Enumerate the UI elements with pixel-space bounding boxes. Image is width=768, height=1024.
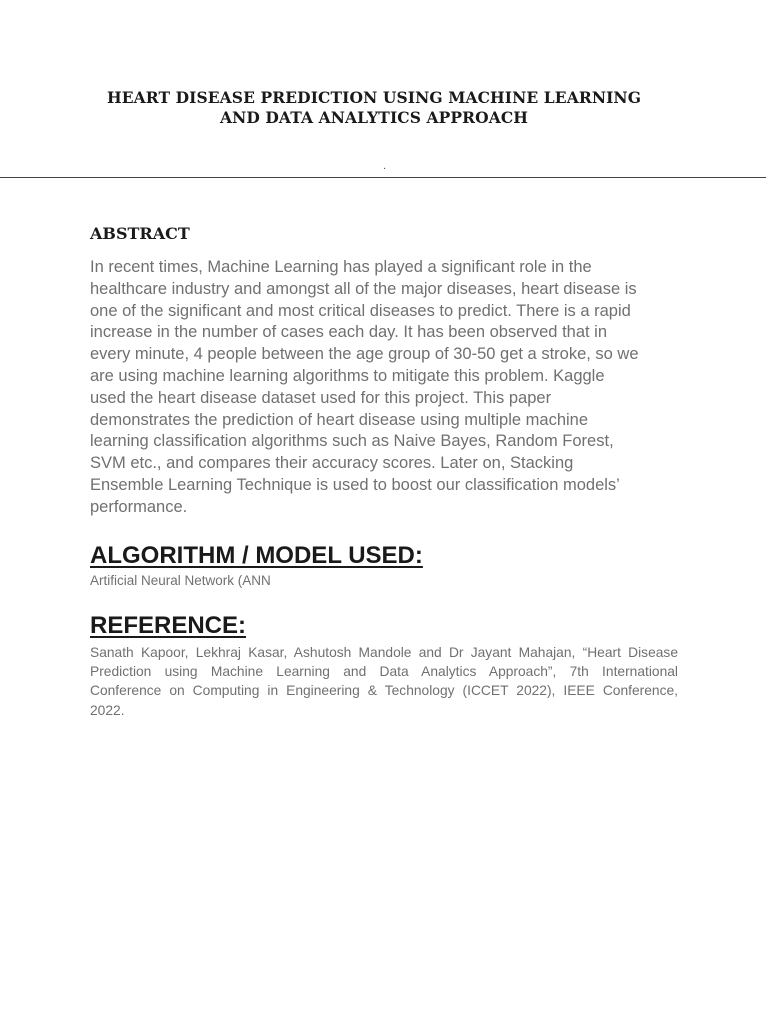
horizontal-divider [0, 177, 766, 178]
reference-line: 2022. [90, 702, 125, 718]
reference-paragraph [90, 643, 678, 720]
document-title-line-2: AND DATA ANALYTICS APPROACH [219, 108, 529, 127]
reference-line: Sanath Kapoor, Lekhraj Kasar, Ashutosh Mandole and Dr Jayant Mahajan, “Heart Disease [90, 645, 678, 660]
separator-mark: . [383, 160, 387, 172]
algorithm-text: Artificial Neural Network (ANN [90, 573, 271, 588]
reference-line: Conference on Computing in Engineering & Technology (ICCET 2022), IEEE Conference, [90, 683, 678, 699]
abstract-line: SVM etc., and compares their accuracy scores. Later on, Stacking [90, 454, 574, 473]
algorithm-heading: ALGORITHM / MODEL USED: [90, 542, 423, 569]
abstract-line: one of the significant and most critical diseases to predict. There is a rapid [90, 301, 631, 320]
abstract-line: are using machine learning algorithms to mitigate this problem. Kaggle [90, 366, 605, 385]
abstract-line: every minute, 4 people between the age group of 30-50 get a stroke, so we [90, 345, 639, 364]
abstract-line: performance. [90, 497, 188, 516]
document-title [70, 88, 678, 128]
reference-heading: REFERENCE: [90, 612, 247, 639]
document-title-line-1: HEART DISEASE PREDICTION USING MACHINE LEARNING [106, 88, 642, 107]
abstract-line: increase in the number of cases each day. It has been observed that in [90, 323, 608, 342]
abstract-paragraph [90, 257, 690, 519]
abstract-line: Ensemble Learning Technique is used to boost our classification models’ [90, 475, 620, 494]
abstract-line: demonstrates the prediction of heart disease using multiple machine [90, 410, 589, 429]
abstract-line: healthcare industry and amongst all of the major diseases, heart disease is [90, 279, 637, 298]
abstract-heading: ABSTRACT [90, 224, 190, 243]
abstract-line: used the heart disease dataset used for this project. This paper [90, 388, 552, 407]
reference-line: Prediction using Machine Learning and Data Analytics Approach”, 7th International [90, 664, 678, 680]
abstract-line: learning classification algorithms such as Naive Bayes, Random Forest, [90, 432, 614, 451]
abstract-line: In recent times, Machine Learning has played a significant role in the [90, 258, 592, 276]
